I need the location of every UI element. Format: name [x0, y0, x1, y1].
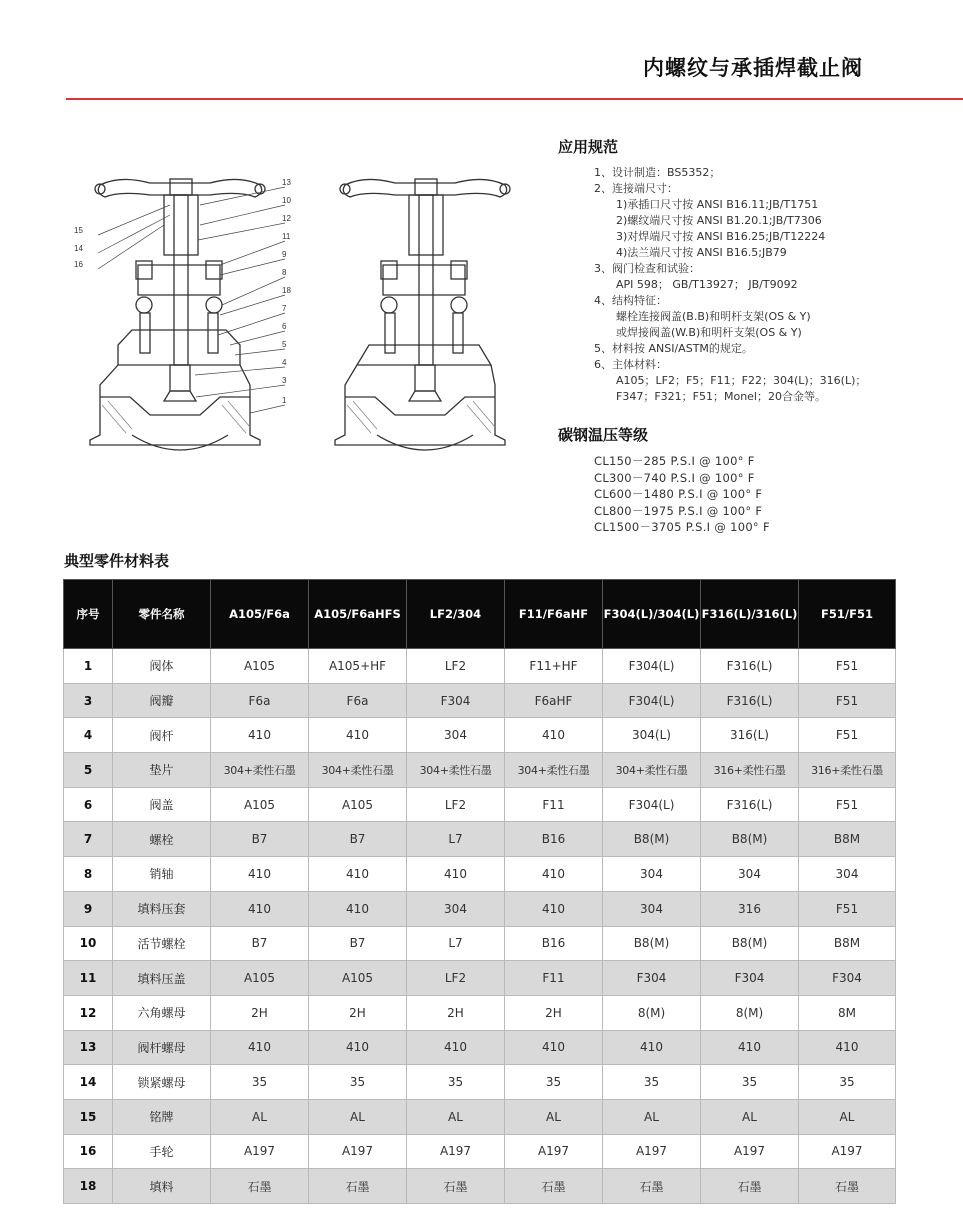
material-cell: A105	[309, 961, 407, 996]
material-cell: 410	[505, 1030, 603, 1065]
material-cell: LF2	[407, 787, 505, 822]
material-cell: 410	[309, 857, 407, 892]
material-cell: 石墨	[505, 1169, 603, 1204]
material-cell: L7	[407, 822, 505, 857]
rating-row: CL600－1480 P.S.I @ 100° F	[594, 487, 763, 501]
part-number-cell: 1	[64, 649, 113, 684]
material-cell: A197	[799, 1134, 896, 1169]
material-cell: 316	[701, 891, 799, 926]
part-name-cell: 垫片	[113, 753, 211, 788]
part-number-cell: 12	[64, 995, 113, 1030]
table-row	[64, 961, 896, 996]
application-spec	[558, 136, 958, 405]
material-cell: 304+柔性石墨	[211, 753, 309, 788]
material-cell: B7	[309, 822, 407, 857]
callout-label: 9	[282, 250, 287, 259]
part-number-cell: 8	[64, 857, 113, 892]
page-title: 内螺纹与承插焊截止阀	[643, 56, 863, 80]
valve-drawing	[60, 165, 530, 495]
material-cell: F51	[799, 683, 896, 718]
material-cell: 316(L)	[701, 718, 799, 753]
material-cell: 石墨	[799, 1169, 896, 1204]
material-cell: 35	[505, 1065, 603, 1100]
part-number-cell: 9	[64, 891, 113, 926]
spec-line: 5、材料按 ANSI/ASTM的规定。	[594, 342, 753, 355]
callout-label: 12	[282, 214, 291, 223]
part-number-cell: 3	[64, 683, 113, 718]
column-header: F51/F51	[799, 580, 896, 649]
material-cell: 410	[407, 1030, 505, 1065]
material-cell: B8M	[799, 822, 896, 857]
column-header: A105/F6aHFS	[309, 580, 407, 649]
callout-label: 4	[282, 358, 287, 367]
material-cell: AL	[211, 1099, 309, 1134]
part-number-cell: 6	[64, 787, 113, 822]
part-name-cell: 填料	[113, 1169, 211, 1204]
table-row	[64, 891, 896, 926]
material-cell: B8(M)	[603, 822, 701, 857]
part-name-cell: 手轮	[113, 1134, 211, 1169]
rating-row: CL150－285 P.S.I @ 100° F	[594, 454, 755, 468]
table-row	[64, 1099, 896, 1134]
material-cell: 石墨	[211, 1169, 309, 1204]
material-cell: F304	[407, 683, 505, 718]
material-cell: F304(L)	[603, 787, 701, 822]
material-cell: 410	[603, 1030, 701, 1065]
material-cell: F304	[701, 961, 799, 996]
part-name-cell: 螺栓	[113, 822, 211, 857]
material-cell: 410	[505, 857, 603, 892]
callout-label: 1	[282, 396, 287, 405]
callout-label: 15	[74, 226, 83, 235]
part-name-cell: 阀体	[113, 649, 211, 684]
material-cell: F6a	[211, 683, 309, 718]
material-cell: 石墨	[701, 1169, 799, 1204]
material-cell: AL	[407, 1099, 505, 1134]
column-header: F304(L)/304(L)	[603, 580, 701, 649]
rating-row: CL1500－3705 P.S.I @ 100° F	[594, 520, 770, 534]
part-number-cell: 13	[64, 1030, 113, 1065]
table-body	[64, 649, 896, 1204]
spec-line: 2)螺纹端尺寸按 ANSI B1.20.1;JB/T7306	[616, 214, 822, 227]
material-cell: 304	[407, 891, 505, 926]
valve-bolted-bonnet	[90, 179, 265, 450]
column-header: 零件名称	[113, 580, 211, 649]
material-cell: 2H	[211, 995, 309, 1030]
material-cell: 35	[407, 1065, 505, 1100]
table-row	[64, 683, 896, 718]
material-cell: F11+HF	[505, 649, 603, 684]
material-cell: AL	[505, 1099, 603, 1134]
callout-label: 13	[282, 178, 291, 187]
material-cell: B8(M)	[701, 926, 799, 961]
material-cell: LF2	[407, 961, 505, 996]
material-cell: 2H	[505, 995, 603, 1030]
part-name-cell: 填料压套	[113, 891, 211, 926]
part-number-cell: 15	[64, 1099, 113, 1134]
callout-label: 5	[282, 340, 287, 349]
material-cell: F316(L)	[701, 787, 799, 822]
table-row	[64, 1030, 896, 1065]
part-name-cell: 锁紧螺母	[113, 1065, 211, 1100]
material-cell: 35	[799, 1065, 896, 1100]
material-cell: 410	[309, 718, 407, 753]
rating-heading: 碳钢温压等级	[558, 426, 649, 444]
part-name-cell: 活节螺栓	[113, 926, 211, 961]
material-cell: F51	[799, 787, 896, 822]
material-cell: 8(M)	[603, 995, 701, 1030]
column-header: F11/F6aHF	[505, 580, 603, 649]
callout-label: 11	[282, 232, 291, 241]
table-row	[64, 753, 896, 788]
table-row	[64, 787, 896, 822]
callout-label: 3	[282, 376, 287, 385]
material-cell: AL	[799, 1099, 896, 1134]
material-cell: 304+柔性石墨	[407, 753, 505, 788]
spec-line: 4、结构特征：	[594, 294, 667, 307]
material-cell: A105	[211, 961, 309, 996]
table-row	[64, 718, 896, 753]
title-divider	[66, 98, 963, 100]
material-cell: 2H	[309, 995, 407, 1030]
material-cell: B7	[211, 822, 309, 857]
material-cell: F304	[603, 961, 701, 996]
material-cell: A105	[211, 649, 309, 684]
material-cell: 8(M)	[701, 995, 799, 1030]
material-cell: F304	[799, 961, 896, 996]
material-cell: 410	[309, 891, 407, 926]
material-cell: 410	[211, 891, 309, 926]
material-cell: 304	[799, 857, 896, 892]
callout-label: 10	[282, 196, 291, 205]
spec-line: 或焊接阀盖(W.B)和明杆支架(OS & Y)	[616, 326, 802, 339]
material-cell: 石墨	[407, 1169, 505, 1204]
material-cell: F304(L)	[603, 649, 701, 684]
part-number-cell: 10	[64, 926, 113, 961]
spec-line: A105；LF2；F5；F11；F22；304(L)；316(L)；	[616, 374, 867, 387]
spec-line: 2、连接端尺寸：	[594, 182, 678, 195]
part-number-cell: 14	[64, 1065, 113, 1100]
spec-line: 1)承插口尺寸按 ANSI B16.11;JB/T1751	[616, 198, 819, 211]
material-cell: A105	[309, 787, 407, 822]
material-cell: 304+柔性石墨	[603, 753, 701, 788]
material-cell: F51	[799, 649, 896, 684]
material-cell: L7	[407, 926, 505, 961]
table-row	[64, 1065, 896, 1100]
column-header: 序号	[64, 580, 113, 649]
material-cell: A105+HF	[309, 649, 407, 684]
part-name-cell: 填料压盖	[113, 961, 211, 996]
material-cell: 410	[799, 1030, 896, 1065]
spec-line: 6、主体材料：	[594, 358, 667, 371]
material-cell: 410	[407, 857, 505, 892]
material-cell: F51	[799, 718, 896, 753]
spec-line: 4)法兰端尺寸按 ANSI B16.5;JB79	[616, 246, 787, 259]
material-cell: 316+柔性石墨	[799, 753, 896, 788]
material-cell: 410	[309, 1030, 407, 1065]
material-cell: F11	[505, 787, 603, 822]
spec-line: 3)对焊端尺寸按 ANSI B16.25;JB/T12224	[616, 230, 826, 243]
part-name-cell: 六角螺母	[113, 995, 211, 1030]
table-row	[64, 926, 896, 961]
column-header: F316(L)/316(L)	[701, 580, 799, 649]
material-cell: A197	[701, 1134, 799, 1169]
part-name-cell: 铭牌	[113, 1099, 211, 1134]
spec-heading: 应用规范	[558, 138, 619, 156]
material-cell: 304(L)	[603, 718, 701, 753]
pressure-rating	[558, 424, 958, 536]
table-header-row	[64, 580, 896, 649]
spec-line: 3、阀门检查和试验：	[594, 262, 700, 275]
part-name-cell: 销轴	[113, 857, 211, 892]
material-cell: 35	[211, 1065, 309, 1100]
material-cell: A197	[407, 1134, 505, 1169]
material-cell: 304	[407, 718, 505, 753]
callout-label: 14	[74, 244, 83, 253]
material-cell: B16	[505, 926, 603, 961]
material-cell: 410	[505, 891, 603, 926]
part-name-cell: 阀杆	[113, 718, 211, 753]
material-cell: A197	[211, 1134, 309, 1169]
table-row	[64, 995, 896, 1030]
material-cell: 2H	[407, 995, 505, 1030]
callout-label: 6	[282, 322, 287, 331]
column-header: A105/F6a	[211, 580, 309, 649]
material-cell: 35	[603, 1065, 701, 1100]
table-row	[64, 822, 896, 857]
material-cell: F51	[799, 891, 896, 926]
materials-table	[63, 579, 896, 1204]
callout-label: 18	[282, 286, 291, 295]
column-header: LF2/304	[407, 580, 505, 649]
material-cell: B8(M)	[603, 926, 701, 961]
rating-row: CL300－740 P.S.I @ 100° F	[594, 470, 755, 485]
callout-label: 16	[74, 260, 83, 269]
material-cell: F316(L)	[701, 649, 799, 684]
material-cell: B16	[505, 822, 603, 857]
material-cell: 石墨	[309, 1169, 407, 1204]
material-cell: A197	[505, 1134, 603, 1169]
rating-row: CL800－1975 P.S.I @ 100° F	[594, 503, 763, 518]
material-cell: AL	[309, 1099, 407, 1134]
material-cell: 35	[309, 1065, 407, 1100]
part-name-cell: 阀瓣	[113, 683, 211, 718]
spec-line: 1、设计制造：BS5352；	[594, 166, 721, 179]
callout-label: 8	[282, 268, 287, 277]
part-number-cell: 7	[64, 822, 113, 857]
material-cell: AL	[701, 1099, 799, 1134]
material-cell: AL	[603, 1099, 701, 1134]
material-cell: LF2	[407, 649, 505, 684]
material-cell: A197	[309, 1134, 407, 1169]
part-name-cell: 阀杆螺母	[113, 1030, 211, 1065]
part-number-cell: 18	[64, 1169, 113, 1204]
material-cell: 304+柔性石墨	[309, 753, 407, 788]
table-row	[64, 1134, 896, 1169]
part-name-cell: 阀盖	[113, 787, 211, 822]
spec-list	[558, 165, 958, 405]
material-cell: 410	[211, 857, 309, 892]
material-cell: 304	[701, 857, 799, 892]
part-number-cell: 4	[64, 718, 113, 753]
spec-line: API 598； GB/T13927； JB/T9092	[616, 278, 798, 291]
material-cell: 304	[603, 857, 701, 892]
table-row	[64, 1169, 896, 1204]
part-number-cell: 5	[64, 753, 113, 788]
material-cell: 石墨	[603, 1169, 701, 1204]
spec-line: 螺栓连接阀盖(B.B)和明杆支架(OS & Y)	[616, 310, 811, 323]
material-cell: 410	[211, 1030, 309, 1065]
material-cell: B7	[309, 926, 407, 961]
material-cell: A197	[603, 1134, 701, 1169]
part-number-cell: 11	[64, 961, 113, 996]
table-row	[64, 649, 896, 684]
material-cell: 316+柔性石墨	[701, 753, 799, 788]
material-cell: 8M	[799, 995, 896, 1030]
callout-label: 7	[282, 304, 287, 313]
valve-welded-bonnet	[335, 179, 510, 450]
material-cell: 304+柔性石墨	[505, 753, 603, 788]
material-cell: 410	[505, 718, 603, 753]
material-cell: 410	[211, 718, 309, 753]
material-cell: 410	[701, 1030, 799, 1065]
material-cell: B8M	[799, 926, 896, 961]
material-cell: A105	[211, 787, 309, 822]
material-cell: F304(L)	[603, 683, 701, 718]
table-row	[64, 857, 896, 892]
part-number-cell: 16	[64, 1134, 113, 1169]
material-cell: 35	[701, 1065, 799, 1100]
material-cell: B7	[211, 926, 309, 961]
material-cell: 304	[603, 891, 701, 926]
rating-list	[558, 453, 958, 536]
material-cell: F316(L)	[701, 683, 799, 718]
spec-line: F347；F321；F51；Monel；20合金等。	[616, 390, 826, 403]
material-cell: F11	[505, 961, 603, 996]
table-title: 典型零件材料表	[64, 552, 170, 570]
material-cell: F6aHF	[505, 683, 603, 718]
material-cell: F6a	[309, 683, 407, 718]
material-cell: B8(M)	[701, 822, 799, 857]
